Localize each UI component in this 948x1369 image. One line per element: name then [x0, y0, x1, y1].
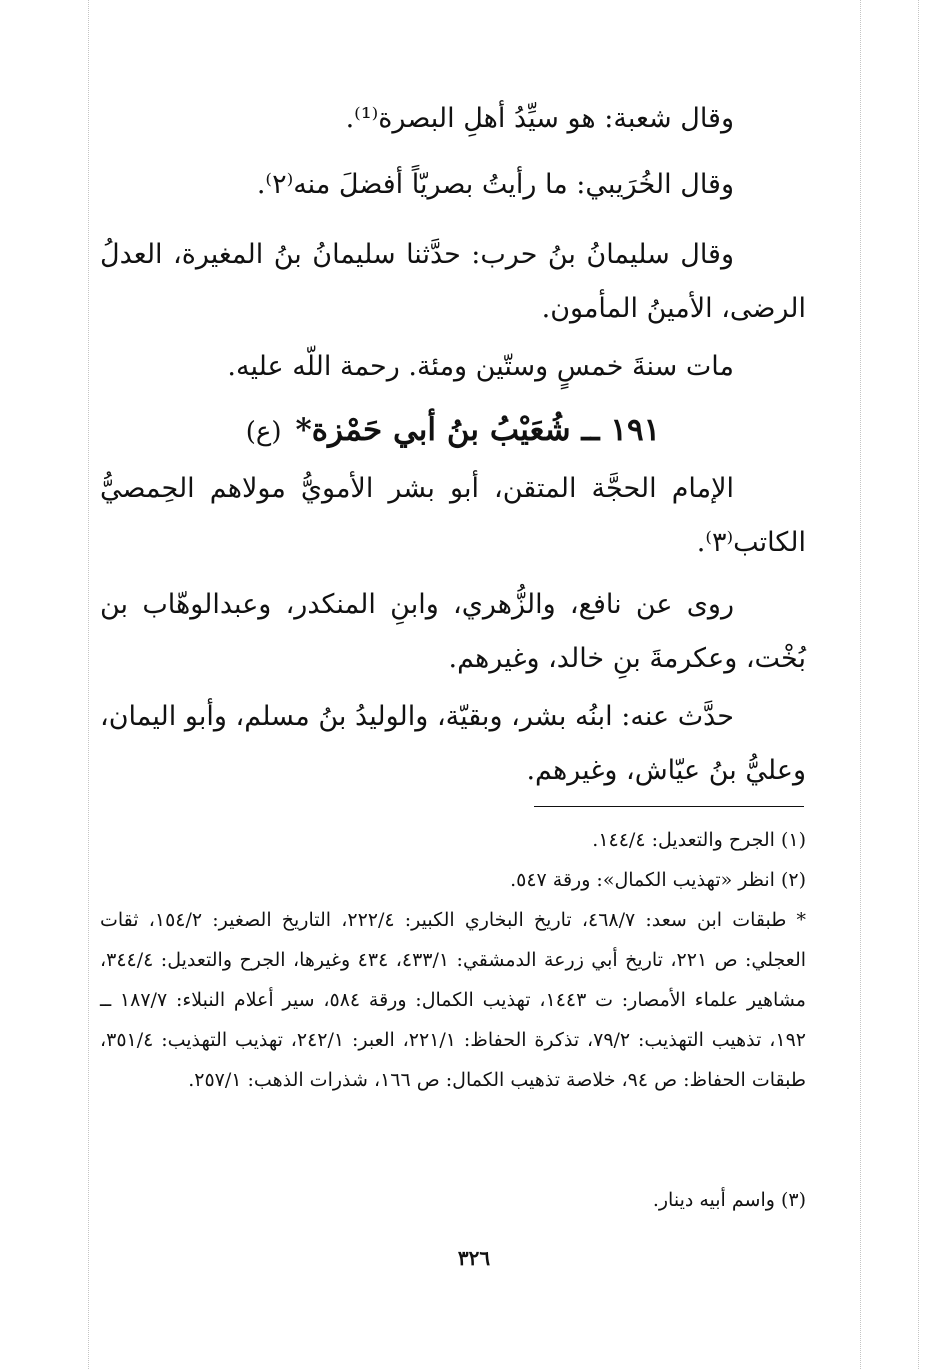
biography-heading	[100, 402, 806, 460]
margin-guide-right	[860, 0, 861, 1369]
paragraph-narrated-from: روى عن نافع، والزُّهري، وابنِ المنكدر، وعبدالوهّاب بن بُخْت، وعكرمةَ بنِ خالد، وغيرهم.	[100, 589, 806, 674]
paragraph-narrated-by: حدَّث عنه: ابنُه بشر، وبقيّة، والوليدُ بنُ مسلم، وأبو اليمان، وعليُّ بنُ عيّاش، وغيرهم.	[100, 701, 806, 786]
margin-guide-left	[88, 0, 89, 1369]
paragraph-death-date: مات سنةَ خمسٍ وستّين ومئة. رحمة اللّه عليه.	[227, 351, 734, 382]
footnote-3: (٣) واسم أبيه دينار.	[652, 1189, 806, 1211]
footnote-star-sources: * طبقات ابن سعد: ٤٦٨/٧، تاريخ البخاري الكبير: ٢٢٢/٤، التاريخ الصغير: ١٥٤/٢، ثقات العجلي: ص ٢٢١، تاريخ أبي زرعة الدمشقي: ٤٣٣/١، ٤٣٤ وغيرها، الجرح والتعديل: ٣٤٤/٤، مشاهير علماء الأمصار: ت ١٤٤٣، تهذيب الكمال: ورقة ٥٨٤، سير أعلام النبلاء: ١٨٧/٧ ــ ١٩٢، تذهيب التهذيب: ٧٩/٢، تذكرة الحفاظ: ٢٢١/١، العبر: ٢٤٢/١، تهذيب التهذيب: ٣٥١/٤، طبقات الحفاظ: ص ٩٤، خلاصة تذهيب الكمال: ص ١٦٦، شذرات الذهب: ٢٥٧/١.	[100, 909, 807, 1091]
footnote-2: (٢) انظر «تهذيب الكمال»: ورقة ٥٤٧.	[510, 869, 806, 891]
heading-code: (ع)	[245, 417, 282, 447]
page-number: ٣٢٦	[457, 1246, 491, 1270]
paragraph-shuba-quote: وقال شعبة: هو سيِّدُ أهلِ البصرة⁽¹⁾.	[345, 103, 734, 134]
footnote-separator	[534, 806, 804, 807]
margin-guide-edge	[918, 0, 919, 1369]
footnote-1: (١) الجرح والتعديل: ١٤٤/٤.	[592, 829, 806, 851]
heading-title: ١٩١ ــ شُعَيْبُ بنُ أبي حَمْزة*	[295, 412, 661, 448]
paragraph-description: الإمام الحجَّة المتقن، أبو بشر الأمويُّ مولاهم الحِمصيُّ الكاتب⁽٣⁾.	[100, 473, 806, 558]
paragraph-khuraybi-quote: وقال الخُرَيبي: ما رأيتُ بصريّاً أفضلَ منه⁽٢⁾.	[256, 169, 734, 200]
paragraph-sulayman-quote: وقال سليمانُ بنُ حرب: حدَّثنا سليمانُ بنُ المغيرة، العدلُ الرضى، الأمينُ المأمون.	[100, 239, 806, 324]
